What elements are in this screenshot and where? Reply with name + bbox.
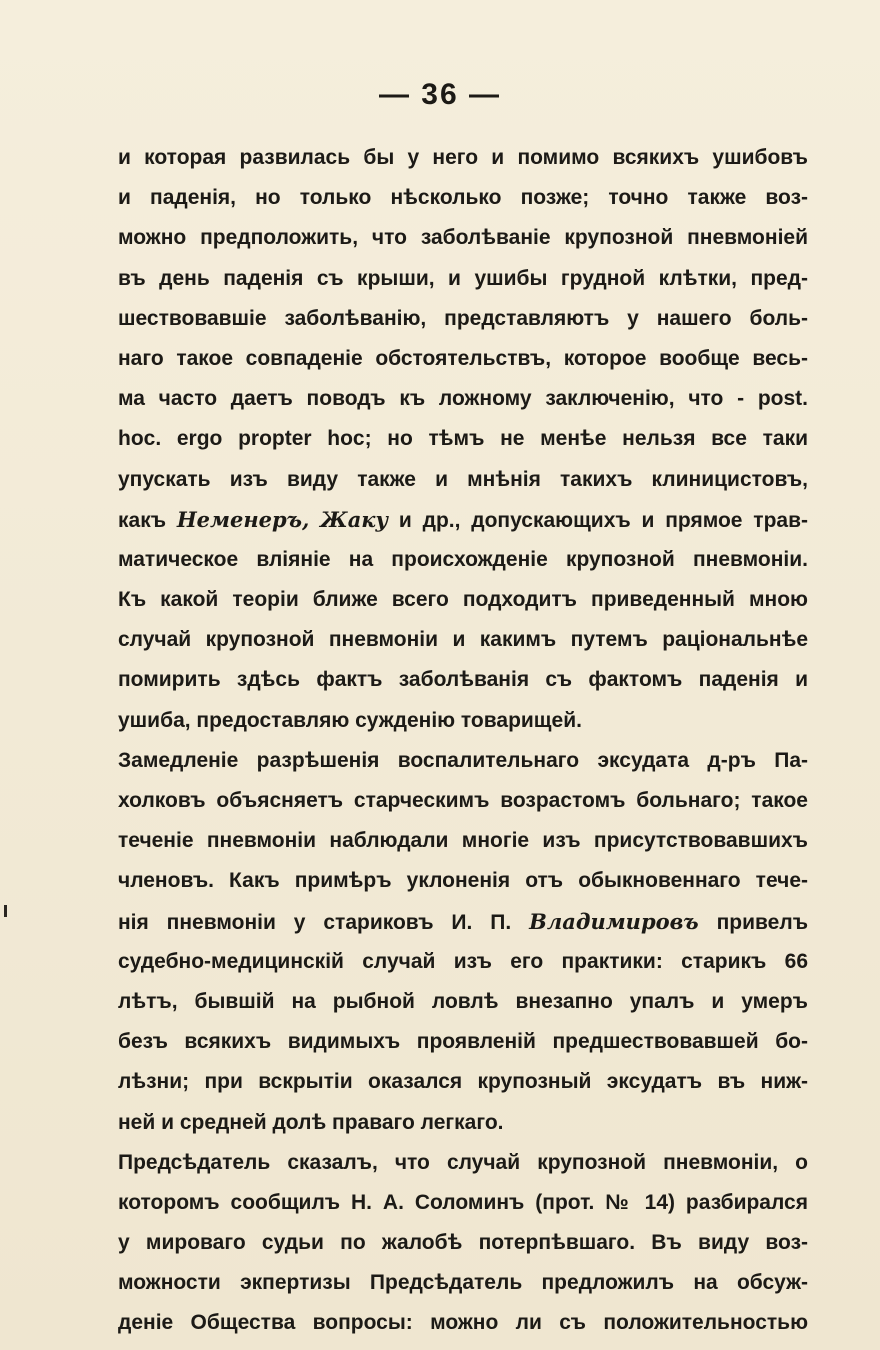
paragraph-start: Предсѣдатель сказалъ, что случай крупозной пневмоніи, о — [118, 1150, 808, 1174]
text-line: которомъ сообщилъ Н. А. Соломинъ (прот. № 14) разбирался — [118, 1190, 808, 1214]
person-name: Жаку — [320, 506, 389, 532]
text-line: лѣзни; при вскрытіи оказался крупозный эксудатъ въ ниж- — [118, 1070, 808, 1094]
text-line-with-names — [118, 500, 808, 540]
text-line: деніе Общества вопросы: можно ли съ положительностью — [118, 1311, 808, 1335]
person-name: Владимировъ — [529, 908, 699, 934]
margin-mark — [4, 905, 7, 917]
text-line: безъ всякихъ видимыхъ проявленій предшествовавшей бо- — [118, 1030, 808, 1054]
text-fragment: нія пневмоніи у стариковъ И. П. — [118, 910, 512, 934]
text-line: ушиба, предоставляю сужденію товарищей. — [118, 708, 582, 732]
text-line: можно предположить, что заболѣваніе крупозной пневмоніей — [118, 226, 808, 250]
text-line: помирить здѣсь фактъ заболѣванія съ фактомъ паденія и — [118, 668, 808, 692]
text-line: членовъ. Какъ примѣръ уклоненія отъ обыкновеннаго тече- — [118, 869, 808, 893]
text-line: случай крупозной пневмоніи и какимъ путемъ раціональнѣе — [118, 628, 808, 652]
text-line: теченіе пневмоніи наблюдали многіе изъ присутствовавшихъ — [118, 829, 808, 853]
text-line: Къ какой теоріи ближе всего подходитъ приведенный мною — [118, 588, 808, 612]
text-line: hoc. ergo propter hoc; но тѣмъ не менѣе нельзя все таки — [118, 427, 808, 451]
text-fragment: какъ — [118, 508, 167, 532]
text-line: холковъ объясняетъ старческимъ возрастомъ больнаго; такое — [118, 789, 808, 812]
text-line: въ день паденія съ крыши, и ушибы грудной клѣтки, пред- — [118, 266, 808, 290]
text-line-with-names — [118, 902, 808, 942]
text-line: упускать изъ виду также и мнѣнія такихъ клиницистовъ, — [118, 467, 808, 491]
text-line: можности экпертизы Предсѣдатель предложилъ на обсуж- — [118, 1271, 808, 1295]
text-line: и паденія, но только нѣсколько позже; точно также воз- — [118, 186, 808, 210]
text-line: ней и средней долѣ праваго легкаго. — [118, 1110, 504, 1134]
text-line: матическое вліяніе на происхожденіе крупозной пневмоніи. — [118, 547, 808, 571]
paragraph-start — [118, 741, 808, 781]
text-line: лѣтъ, бывшій на рыбной ловлѣ внезапно упалъ и умеръ — [118, 989, 808, 1013]
text-line: шествовавшіе заболѣванію, представляютъ у нашего боль- — [118, 306, 808, 330]
text-line: ма часто даетъ поводъ къ ложному заключенію, что - post. — [118, 387, 808, 411]
text-fragment: Замедленіе разрѣшенія воспалительнаго эксудата д-ръ Па- — [118, 748, 808, 772]
text-line: и которая развилась бы у него и помимо всякихъ ушибовъ — [118, 146, 808, 169]
page-number: — 36 — — [378, 78, 502, 111]
text-line: наго такое совпаденіе обстоятельствъ, которое вообще весь- — [118, 346, 808, 370]
text-fragment: и др., допускающихъ и прямое трав- — [398, 508, 809, 532]
text-line: у мироваго судьи по жалобѣ потерпѣвшаго. Въ виду воз- — [118, 1231, 808, 1255]
person-name: Неменеръ, — [176, 506, 310, 532]
text-fragment: привелъ — [716, 910, 809, 934]
text-line: судебно-медицинскій случай изъ его практики: старикъ 66 — [118, 949, 808, 973]
body-text — [118, 138, 808, 1344]
